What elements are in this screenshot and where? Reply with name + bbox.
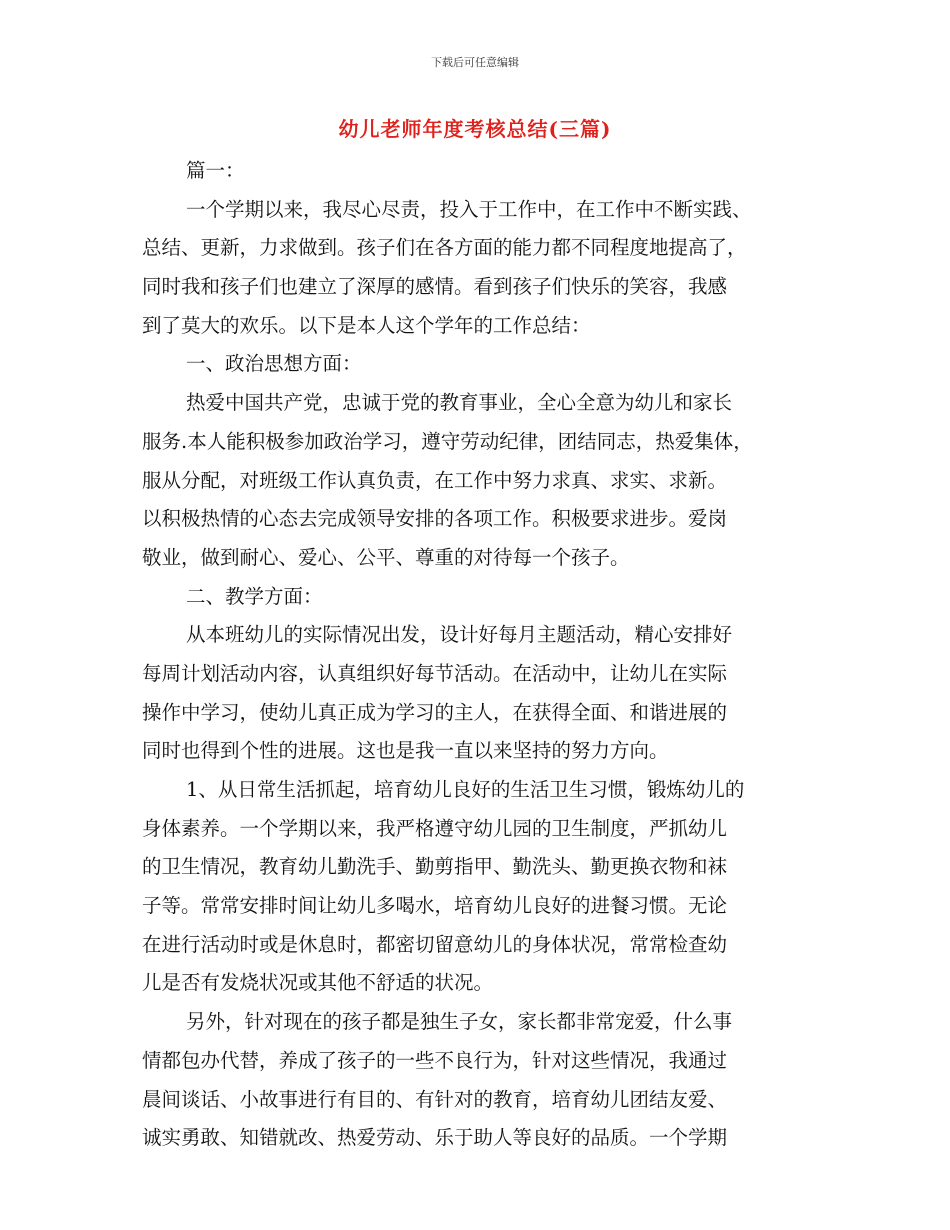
body-line: 诚实勇敢、知错就改、热爱劳动、乐于助人等良好的品质。一个学期 xyxy=(142,1126,728,1150)
body-line: 情都包办代替，养成了孩子的一些不良行为，针对这些情况，我通过 xyxy=(142,1048,728,1072)
body-line: 服务.本人能积极参加政治学习，遵守劳动纪律，团结同志，热爱集体， xyxy=(142,429,753,453)
body-line: 敬业，做到耐心、爱心、公平、尊重的对待每一个孩子。 xyxy=(142,545,630,569)
body-line: 总结、更新，力求做到。孩子们在各方面的能力都不同程度地提高了， xyxy=(142,236,747,260)
body-line: 晨间谈话、小故事进行有目的、有针对的教育，培育幼儿团结友爱、 xyxy=(142,1087,728,1111)
body-line: 到了莫大的欢乐。以下是本人这个学年的工作总结： xyxy=(142,313,591,337)
section-heading: 一、政治思想方面： xyxy=(186,352,362,376)
body-line: 同时我和孩子们也建立了深厚的感情。看到孩子们快乐的笑容，我感 xyxy=(142,275,728,299)
body-line: 子等。常常安排时间让幼儿多喝水，培育幼儿良好的进餐习惯。无论 xyxy=(142,894,728,918)
body-line: 操作中学习，使幼儿真正成为学习的主人，在获得全面、和谐进展的 xyxy=(142,700,728,724)
body-line: 身体素养。一个学期以来，我严格遵守幼儿园的卫生制度，严抓幼儿 xyxy=(142,816,728,840)
body-line: 另外，针对现在的孩子都是独生子女，家长都非常宠爱，什么事 xyxy=(186,1010,733,1034)
document-body xyxy=(142,152,822,1158)
body-line: 篇一： xyxy=(186,159,245,182)
body-line: 热爱中国共产党，忠诚于党的教育事业，全心全意为幼儿和家长 xyxy=(186,391,733,415)
body-line: 的卫生情况，教育幼儿勤洗手、勤剪指甲、勤洗头、勤更换衣物和袜 xyxy=(142,855,728,879)
header-note: 下载后可任意编辑 xyxy=(431,56,519,69)
body-line: 服从分配，对班级工作认真负责，在工作中努力求真、求实、求新。 xyxy=(142,468,728,492)
body-line: 同时也得到个性的进展。这也是我一直以来坚持的努力方向。 xyxy=(142,739,669,763)
document-title: 幼儿老师年度考核总结(三篇) xyxy=(338,117,612,141)
body-line: 在进行活动时或是休息时，都密切留意幼儿的身体状况，常常检查幼 xyxy=(142,932,728,956)
body-line: 儿是否有发烧状况或其他不舒适的状况。 xyxy=(142,971,494,995)
body-line: 一个学期以来，我尽心尽责，投入于工作中，在工作中不断实践、 xyxy=(186,197,752,221)
body-line: 从本班幼儿的实际情况出发，设计好每月主题活动，精心安排好 xyxy=(186,623,733,647)
section-heading: 二、教学方面： xyxy=(186,584,323,608)
body-line: 以积极热情的心态去完成领导安排的各项工作。积极要求进步。爱岗 xyxy=(142,507,728,531)
body-line: 1、从日常生活抓起，培育幼儿良好的生活卫生习惯，锻炼幼儿的 xyxy=(186,778,745,801)
body-line: 每周计划活动内容，认真组织好每节活动。在活动中，让幼儿在实际 xyxy=(142,661,728,685)
